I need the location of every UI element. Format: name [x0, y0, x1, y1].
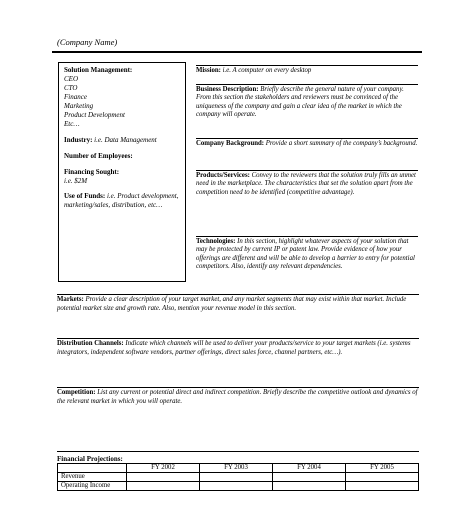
financing-value: i.e. $2M	[64, 176, 88, 185]
year-header: FY 2002	[127, 464, 200, 473]
industry-label: Industry:	[64, 135, 93, 144]
employees-label: Number of Employees:	[64, 151, 133, 160]
role-item: Product Development	[64, 110, 125, 119]
technologies-text: In this section, highlight whatever aspects of your solution that may be protected by current IP or patent law. Provide evidence of how your offerings are different and will be able to develop a barrier to entry for potential competitors. Also, identify any relevant dependencies.	[196, 238, 415, 271]
role-item: CTO	[64, 83, 78, 92]
competition-label: Competition:	[57, 389, 96, 396]
competition-text: List any current or potential direct and indirect competition. Briefly describe the competitive outlook and dynamics of the relevant market in which you will operate.	[57, 389, 418, 405]
distribution-text: Indicate which channels will be used to deliver your products/service to your target markets (i.e. systems integrators, independent software vendors, partner offerings, direct sales force, channel partners, etc…).	[57, 340, 411, 356]
business-section	[196, 86, 418, 120]
industry-value: i.e. Data Management	[94, 135, 157, 144]
funds-value: i.e. Product development, marketing/sales, distribution, etc…	[64, 192, 179, 210]
section-rule	[196, 65, 418, 66]
markets-label: Markets:	[57, 296, 84, 303]
financial-title: Financial Projections:	[57, 455, 123, 463]
financial-table	[57, 463, 419, 491]
year-header: FY 2005	[346, 464, 419, 473]
section-rule	[196, 84, 418, 85]
competition-section	[57, 389, 419, 406]
year-header: FY 2003	[200, 464, 273, 473]
mission-label: Mission:	[196, 67, 221, 74]
role-item: CEO	[64, 74, 78, 83]
funds-line	[64, 192, 180, 210]
table-cell	[346, 473, 419, 482]
products-text: Convey to the reviewers that the solution truly fills an unmet need in the marketplace. The characteristics that set the solution apart from the competition need to be identified (competitive advantage).	[196, 172, 416, 196]
role-item: Marketing	[64, 101, 94, 110]
summary-box	[58, 62, 186, 282]
section-rule	[196, 170, 418, 171]
background-label: Company Background:	[196, 140, 265, 147]
technologies-label: Technologies:	[196, 238, 236, 245]
table-cell	[58, 464, 127, 473]
table-cell	[346, 482, 419, 491]
solution-management-label: Solution Management:	[64, 66, 133, 74]
business-text: Briefly describe the general nature of your company. From this section the stakeholders and reviewers must be convinced of the uniqueness of the company and gain a clear idea of the market in which the company will operate.	[196, 86, 404, 119]
header-rule	[52, 51, 422, 53]
distribution-section	[57, 340, 419, 357]
section-rule	[57, 338, 419, 339]
financing-label: Financing Sought:	[64, 167, 120, 176]
year-header: FY 2004	[273, 464, 346, 473]
role-item: Finance	[64, 92, 87, 101]
section-rule	[196, 236, 418, 237]
mission-section	[196, 67, 418, 75]
distribution-label: Distribution Channels:	[57, 340, 124, 347]
section-rule	[57, 451, 419, 452]
table-cell	[200, 473, 273, 482]
row-label: Revenue	[58, 473, 127, 482]
background-section	[196, 140, 418, 148]
section-rule	[57, 294, 419, 295]
funds-label: Use of Funds:	[64, 192, 106, 201]
products-label: Products/Services:	[196, 172, 250, 179]
mission-text: i.e. A computer on every desktop	[222, 67, 312, 74]
table-cell	[127, 473, 200, 482]
technologies-section	[196, 238, 418, 272]
company-name: (Company Name)	[57, 37, 118, 47]
table-header-row	[58, 464, 419, 473]
row-label: Operating Income	[58, 482, 127, 491]
markets-section	[57, 296, 419, 313]
table-cell	[200, 482, 273, 491]
table-row	[58, 482, 419, 491]
table-row	[58, 473, 419, 482]
table-cell	[273, 482, 346, 491]
role-item: Etc…	[64, 119, 80, 128]
background-text: Provide a short summary of the company’s background.	[265, 140, 418, 147]
table-cell	[273, 473, 346, 482]
industry-line	[64, 136, 180, 145]
section-rule	[57, 387, 419, 388]
table-cell	[127, 482, 200, 491]
section-rule	[196, 138, 418, 139]
markets-text: Provide a clear description of your target market, and any market segments that may exist within that market. Include potential market size and growth rate. Also, mention your revenue model in this section.	[57, 296, 407, 312]
products-section	[196, 172, 418, 197]
business-label: Business Description:	[196, 86, 259, 93]
